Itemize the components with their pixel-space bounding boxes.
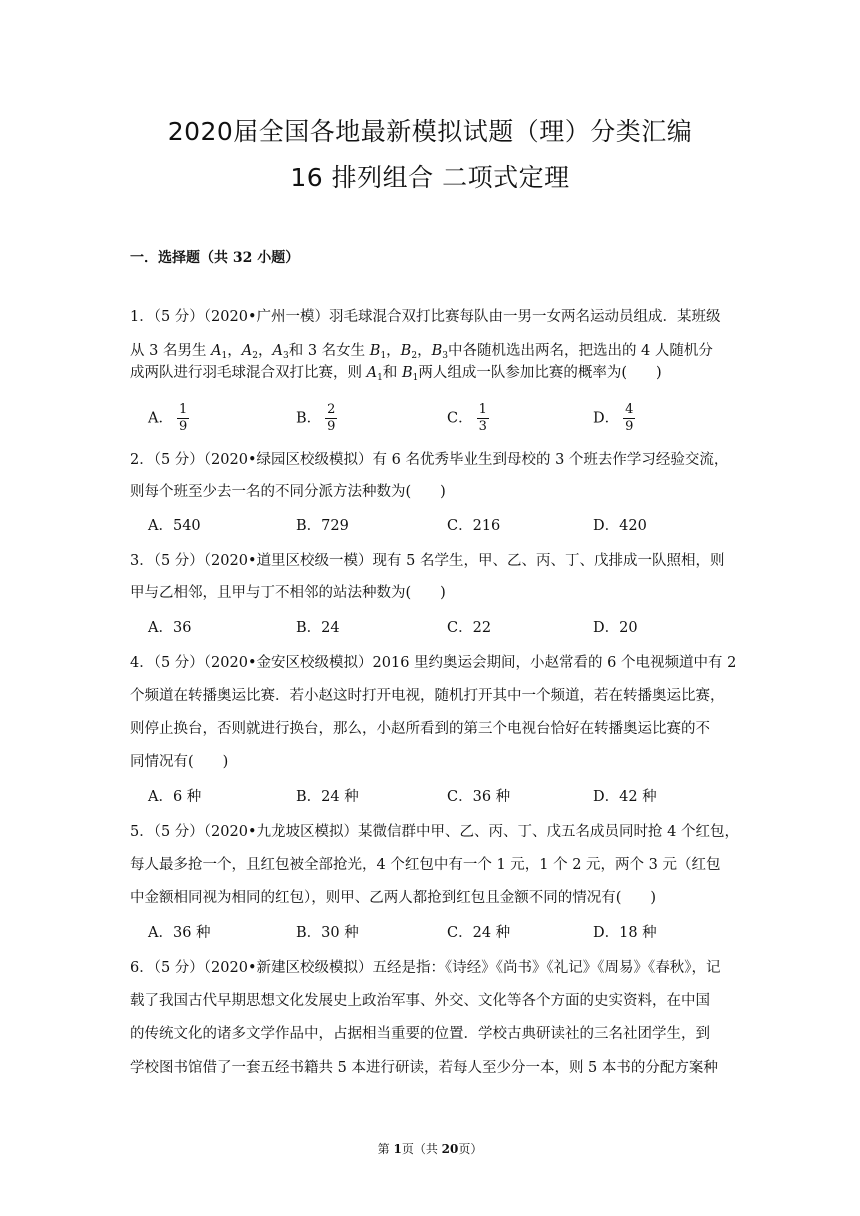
q2-option-c: C．216 <box>447 518 501 534</box>
q1-option-b: B． $\frac{2}{9}$ <box>296 402 336 434</box>
q1-option-d: D． $\frac{4}{9}$ <box>593 402 634 434</box>
q3-option-a: A．36 <box>148 620 192 636</box>
q5-line-2: 每人最多抢一个，且红包被全部抢光，4 个红包中有一个 1 元，1 个 2 元，两个 3 元（红包 <box>130 857 721 873</box>
q5-line-3: 中金额相同视为相同的红包），则甲、乙两人都抢到红包且金额不同的情况有( ) <box>130 890 657 906</box>
page-number: 1 <box>393 1142 402 1156</box>
q1-option-c: C． $\frac{1}{3}$ <box>447 402 487 434</box>
q2-option-d: D．420 <box>593 518 647 534</box>
q5-option-d: D．18 种 <box>593 925 657 941</box>
q4-option-d: D．42 种 <box>593 789 657 805</box>
q6-line-1: 6．（5 分）（2020•新建区校级模拟）五经是指：《诗经》《尚书》《礼记》《周易》《春秋》，记 <box>130 960 721 976</box>
q4-line-3: 则停止换台，否则就进行换台，那么，小赵所看到的第三个电视台恰好在转播奥运比赛的不 <box>130 721 710 737</box>
q1-line-1: 1．（5 分）（2020•广州一模）羽毛球混合双打比赛每队由一男一女两名运动员组成．某班级 <box>130 309 721 325</box>
document-subtitle: 16 排列组合 二项式定理 <box>290 163 570 192</box>
q4-option-c: C．36 种 <box>447 789 511 805</box>
section-heading: 一．选择题（共 32 小题） <box>130 250 300 266</box>
q1-option-a: A． $\frac{1}{9}$ <box>148 402 188 434</box>
q3-line-1: 3．（5 分）（2020•道里区校级一模）现有 5 名学生，甲、乙、丙、丁、戊排成一队照相，则 <box>130 553 725 569</box>
page-total: 20 <box>441 1142 459 1156</box>
q4-option-a: A．6 种 <box>148 789 202 805</box>
document-title: 2020届全国各地最新模拟试题（理）分类汇编 <box>167 117 693 146</box>
q1-line-2: 从 3 名男生 $A_1$，$A_2$，$A_3$和 3 名女生 $B_1$，$B_2$，$B_3$中各随机选出两名，把选出的 4 人随机分 <box>130 343 713 361</box>
q3-option-c: C．22 <box>447 620 492 636</box>
q6-line-2: 载了我国古代早期思想文化发展史上政治军事、外交、文化等各个方面的史实资料，在中国 <box>130 993 710 1009</box>
q1-line-3: 成两队进行羽毛球混合双打比赛，则 $A_1$和 $B_1$两人组成一队参加比赛的概率为( ) <box>130 365 662 383</box>
q5-option-a: A．36 种 <box>148 925 211 941</box>
q3-line-2: 甲与乙相邻，且甲与丁不相邻的站法种数为( ) <box>130 585 446 601</box>
page-footer: 第 1页（共 20页） <box>377 1142 483 1156</box>
q2-line-2: 则每个班至少去一名的不同分派方法种数为( ) <box>130 484 446 500</box>
q2-line-1: 2．（5 分）（2020•绿园区校级模拟）有 6 名优秀毕业生到母校的 3 个班去作学习经验交流， <box>130 452 729 468</box>
q2-option-a: A．540 <box>148 518 201 534</box>
q3-option-b: B．24 <box>296 620 340 636</box>
q5-option-c: C．24 种 <box>447 925 511 941</box>
q6-line-4: 学校图书馆借了一套五经书籍共 5 本进行研读，若每人至少分一本，则 5 本书的分配方案种 <box>130 1060 718 1076</box>
q5-line-1: 5．（5 分）（2020•九龙坡区模拟）某微信群中甲、乙、丙、丁、戊五名成员同时抢 4 个红包， <box>130 824 739 840</box>
q4-line-4: 同情况有( ) <box>130 754 229 770</box>
q2-option-b: B．729 <box>296 518 349 534</box>
q6-line-3: 的传统文化的诸多文学作品中，占据相当重要的位置．学校古典研读社的三名社团学生，到 <box>130 1026 710 1042</box>
q4-option-b: B．24 种 <box>296 789 359 805</box>
q3-option-d: D．20 <box>593 620 638 636</box>
q4-line-2: 个频道在转播奥运比赛．若小赵这时打开电视，随机打开其中一个频道，若在转播奥运比赛， <box>130 688 725 704</box>
q5-option-b: B．30 种 <box>296 925 359 941</box>
q4-line-1: 4．（5 分）（2020•金安区校级模拟）2016 里约奥运会期间，小赵常看的 6 个电视频道中有 2 <box>130 655 737 671</box>
